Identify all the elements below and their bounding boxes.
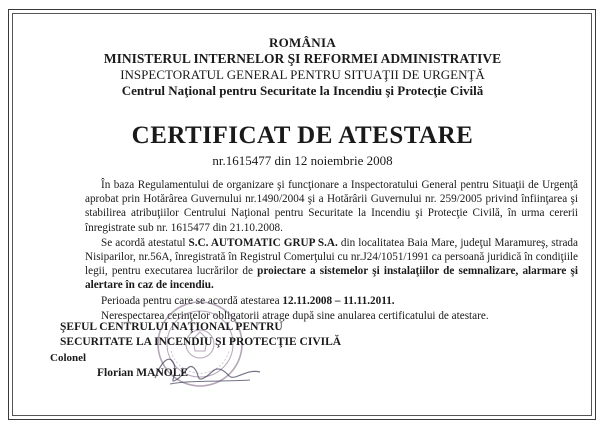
signatory-title-line2: SECURITATE LA INCENDIU ŞI PROTECŢIE CIVILĂ [60, 336, 342, 348]
paragraph-legal-basis: În baza Regulamentului de organizare şi funcţionare a Inspectoratului General pentru Situaţii de Urgenţă aprobat prin Hotărârea Guvernului nr.1490/2004 şi a Hotărârii Guvernului nr. 259/2005 privind înfiinţarea şi stabilirea atribuţiilor Centrului Naţional pentru Securitate la Incendiu şi Protecţie Civilă, în urma cererii înregistrate sub nr. 1615477 din 21.10.2008. [85, 179, 578, 234]
signatory-rank: Colonel [50, 352, 87, 364]
certificate-title: CERTIFICAT DE ATESTARE [131, 122, 474, 149]
certificate-number: nr.1615477 din 12 noiembrie 2008 [212, 153, 393, 168]
inspectorate-heading: INSPECTORATUL GENERAL PENTRU SITUAŢII DE URGENŢĂ [120, 67, 485, 82]
validity-period: 12.11.2008 – 11.11.2011. [282, 294, 395, 307]
center-heading: Centrul Naţional pentru Securitate la Incendiu şi Protecţie Civilă [121, 83, 484, 98]
paragraph-warning: Nerespectarea cerinţelor obligatorii atrage după sine anularea certificatului de atestare. [101, 309, 489, 322]
grant-details: din localitatea Baia Mare, judeţul Maramureş, strada Nisiparilor, nr.56A, înregistrată în Registrul Comerţului cu nr.J24/1051/1991 ca persoană juridică în condiţiile legii, pentru executarea lucrărilor de [85, 236, 578, 278]
country-heading: ROMÂNIA [268, 35, 337, 50]
signatory-title-line1: ŞEFUL CENTRULUI NAŢIONAL PENTRU [60, 321, 283, 333]
signatory-name: Florian MANOLE [97, 367, 189, 379]
company-name: S.C. AUTOMATIC GRUP S.A. [188, 236, 338, 249]
grant-intro: Se acordă atestatul [101, 236, 189, 249]
paragraph-grant [85, 236, 578, 293]
period-intro: Perioada pentru care se acordă atestarea [101, 294, 283, 307]
ministry-heading: MINISTERUL INTERNELOR ŞI REFORMEI ADMINISTRATIVE [103, 51, 502, 66]
works-description: proiectare a sistemelor şi instalaţiilor de semnalizare, alarmare şi alertare în caz de incendiu. [85, 265, 578, 292]
